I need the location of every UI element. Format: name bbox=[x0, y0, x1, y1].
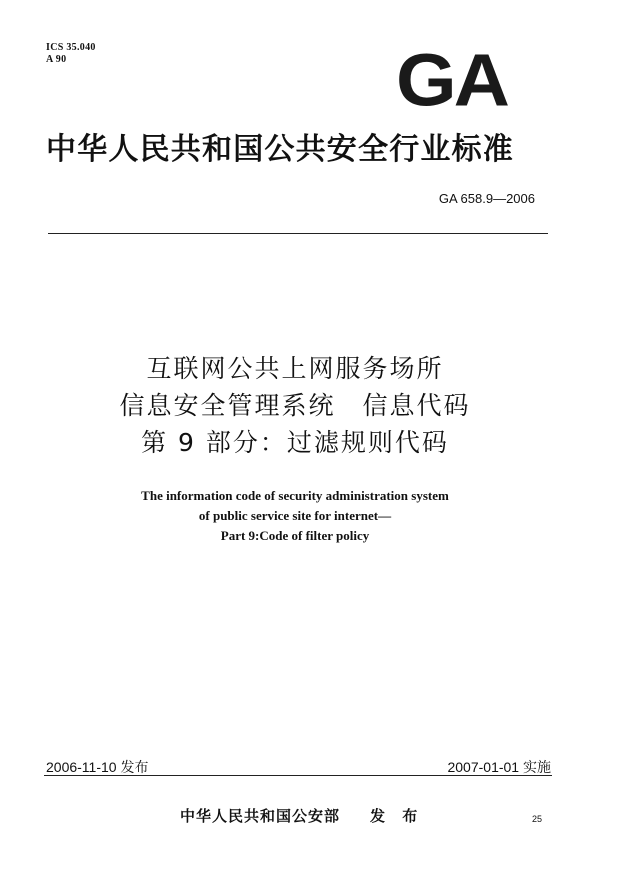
header-divider bbox=[48, 233, 548, 234]
issue-word: 发 布 bbox=[370, 807, 424, 825]
chinese-title-line: 信息安全管理系统 信息代码 bbox=[119, 391, 471, 420]
issue-date: 2006-11-10 发布 bbox=[46, 759, 149, 775]
english-title-line: of public service site for internet— bbox=[198, 508, 392, 523]
classification-codes bbox=[46, 42, 96, 66]
issuer-line bbox=[180, 805, 423, 826]
footer-divider bbox=[44, 775, 552, 776]
ga-logo: GA bbox=[396, 38, 507, 122]
english-title-line: Part 9:Code of filter policy bbox=[220, 528, 370, 543]
standard-number: GA 658.9—2006 bbox=[438, 191, 535, 206]
ics-code: ICS 35.040 bbox=[46, 42, 96, 53]
page-number: 25 bbox=[532, 814, 543, 824]
issuer-name: 中华人民共和国公安部 bbox=[180, 807, 341, 825]
implementation-date: 2007-01-01 实施 bbox=[447, 759, 551, 775]
english-title bbox=[0, 486, 590, 546]
standard-type-heading: 中华人民共和国公共安全行业标准 bbox=[46, 132, 514, 167]
chinese-title-line: 互联网公共上网服务场所 bbox=[146, 354, 444, 383]
chinese-title bbox=[0, 350, 590, 461]
chinese-title-line: 第 9 部分：过滤规则代码 bbox=[141, 428, 449, 457]
category-code: A 90 bbox=[46, 54, 67, 65]
english-title-line: The information code of security administration system bbox=[141, 488, 449, 503]
